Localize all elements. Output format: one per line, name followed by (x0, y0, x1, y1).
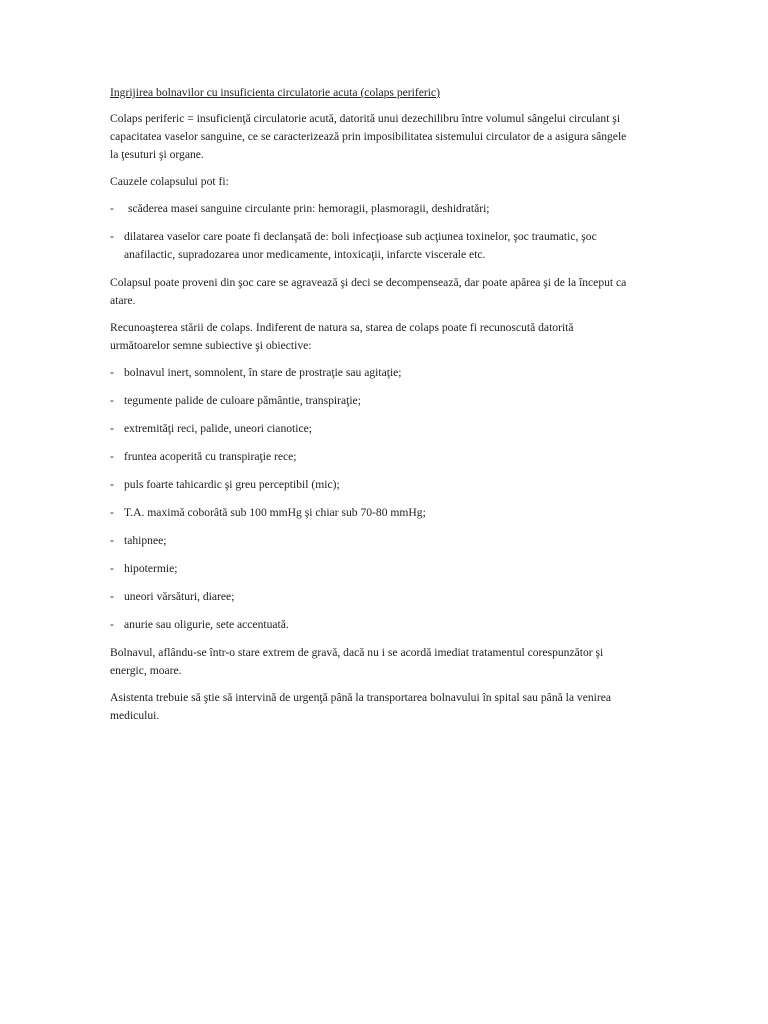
list-dash: - (110, 506, 114, 519)
sign-text: tegumente palide de culoare pământie, transpiraţie; (124, 394, 361, 407)
sign-text: anurie sau oligurie, sete accentuată. (124, 618, 289, 631)
sign-list-item (110, 616, 630, 634)
list-dash: - (110, 366, 114, 379)
sign-list-item (110, 448, 630, 466)
recognition-paragraph: Recunoaşterea stării de colaps. Indiferent de natura sa, starea de colaps poate fi recunoscută datorită următoarelor semne subiective şi obiective: (110, 321, 574, 352)
list-dash: - (110, 450, 114, 463)
sign-list-item (110, 504, 630, 522)
sign-text: extremităţi reci, palide, uneori cianotice; (124, 422, 312, 435)
sign-list-item (110, 392, 630, 410)
sign-text: fruntea acoperită cu transpiraţie rece; (124, 450, 297, 463)
sign-list-item (110, 364, 630, 382)
sign-text: bolnavul inert, somnolent, în stare de prostraţie sau agitaţie; (124, 366, 402, 379)
document-title: Ingrijirea bolnavilor cu insuficienta circulatorie acuta (colaps periferic) (110, 86, 440, 99)
list-dash: - (110, 590, 114, 603)
nurse-paragraph: Asistenta trebuie să ştie să intervină de urgenţă până la transportarea bolnavului în spital sau până la venirea medicului. (110, 691, 612, 722)
sign-list-item (110, 420, 630, 438)
list-dash: - (110, 422, 114, 435)
cause-list-item (110, 228, 630, 264)
sign-text: uneori vărsături, diaree; (124, 590, 235, 603)
cause-list-item (110, 200, 630, 218)
list-dash: - (110, 562, 114, 575)
prognosis-paragraph: Bolnavul, aflându-se într-o stare extrem de gravă, dacă nu i se acordă imediat tratamentul corespunzător şi energic, moare. (110, 646, 604, 677)
list-dash: - (110, 534, 114, 547)
shock-paragraph: Colapsul poate proveni din şoc care se agravează şi deci se decompensează, dar poate apărea şi de la început ca atare. (110, 276, 627, 307)
sign-text: T.A. maximă coborâtă sub 100 mmHg şi chiar sub 70-80 mmHg; (124, 506, 426, 519)
list-dash: - (110, 394, 114, 407)
list-dash: - (110, 202, 114, 215)
list-dash: - (110, 230, 114, 243)
sign-list-item (110, 532, 630, 550)
sign-text: hipotermie; (124, 562, 178, 575)
list-dash: - (110, 478, 114, 491)
sign-list-item (110, 476, 630, 494)
sign-text: puls foarte tahicardic şi greu perceptibil (mic); (124, 478, 340, 491)
sign-list-item (110, 560, 630, 578)
sign-list-item (110, 588, 630, 606)
cause-text: scăderea masei sanguine circulante prin: hemoragii, plasmoragii, deshidratări; (128, 202, 490, 215)
sign-text: tahipnee; (124, 534, 167, 547)
document-page (110, 84, 630, 734)
list-dash: - (110, 618, 114, 631)
cause-text: dilatarea vaselor care poate fi declanşată de: boli infecţioase sub acţiunea toxinelor, şoc traumatic, şoc anafilactic, supradozarea unor medicamente, intoxicaţii, infarcte viscerale etc. (124, 230, 597, 261)
causes-heading: Cauzele colapsului pot fi: (110, 175, 229, 188)
definition-paragraph: Colaps periferic = insuficienţă circulatorie acută, datorită unui dezechilibru între volumul sângelui circulant şi capacitatea vaselor sanguine, ce se caracterizează prin imposibilitatea sistemului circulator de a asigura sângele la ţesuturi şi organe. (110, 112, 627, 161)
